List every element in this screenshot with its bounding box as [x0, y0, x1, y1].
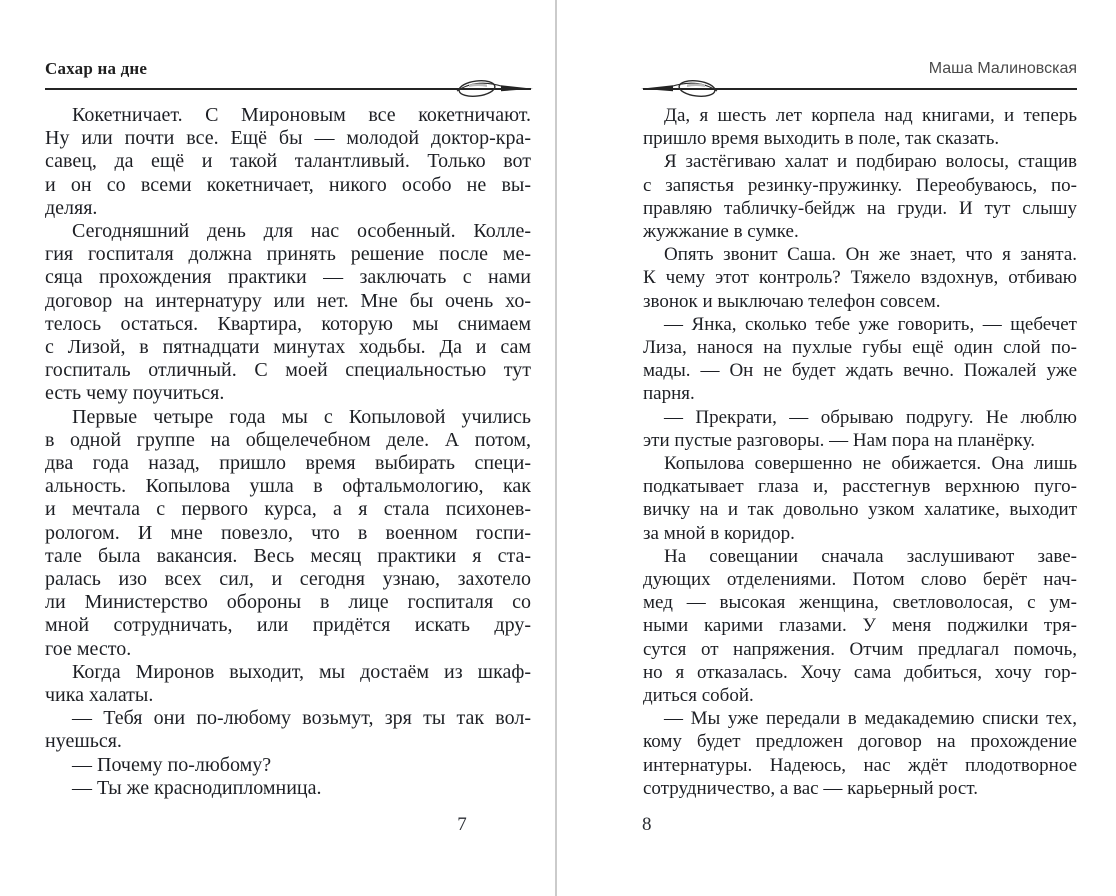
text-line: Первые четыре года мы с Копыловой учились — [72, 405, 531, 428]
text-line: договор на интернатуру или нет. Мне бы очень хо- — [45, 289, 531, 312]
text-line: — Мы уже передали в медакадемию списки тех, — [664, 708, 1077, 730]
text-line: альность. Копылова ушла в офтальмологию, как — [45, 475, 531, 498]
text-line: тале была вакансия. Весь месяц практики я ста- — [45, 544, 531, 567]
text-line: за мной в коридор. — [643, 522, 795, 544]
text-line: Когда Миронов выходит, мы достаём из шкаф- — [72, 660, 531, 683]
text-line: жужжание в сумке. — [643, 221, 799, 243]
paragraph — [45, 661, 531, 707]
text-line: телось остаться. Квартира, которую мы снимаем — [45, 312, 531, 335]
text-line: парня. — [643, 383, 695, 405]
book-title-header: Сахар на дне — [45, 59, 148, 78]
paragraph — [643, 150, 1077, 243]
text-line: На совещании сначала заслушивают заве- — [664, 545, 1077, 567]
page-number-left: 7 — [457, 814, 467, 835]
header-flourish-icon — [639, 76, 725, 107]
text-line: сутся от напряжения. Отчим предлагал помочь, — [643, 638, 1077, 660]
paragraph — [643, 406, 1077, 452]
text-line: ли Министерство обороны в лице госпиталя со — [45, 591, 531, 614]
text-line: звонок и выключаю телефон совсем. — [643, 290, 941, 312]
paragraph — [45, 754, 531, 777]
text-line: — Ты же краснодипломница. — [72, 776, 322, 799]
header-flourish-icon — [449, 76, 535, 107]
text-line: но я отказалась. Хочу сама добиться, хочу гор- — [643, 661, 1077, 683]
text-line: госпиталь отличный. С моей специальностью тут — [45, 359, 531, 382]
paragraph — [643, 452, 1077, 545]
page-text — [643, 104, 1077, 800]
paragraph — [45, 406, 531, 661]
text-line: Да, я шесть лет корпела над книгами, и теперь — [664, 105, 1077, 126]
text-line: пришло время выходить в поле, так сказать. — [643, 128, 1000, 150]
running-head-right — [643, 56, 1077, 82]
page-text — [45, 104, 531, 800]
text-line: ралась изо всех сил, и сегодня узнаю, захотело — [45, 568, 531, 591]
text-line: рологом. И мне повезло, что в военном госпи- — [45, 521, 531, 544]
text-line: Копылова совершенно не обижается. Она лишь — [664, 453, 1077, 475]
text-line: Опять звонит Саша. Он же знает, что я занята. — [664, 244, 1077, 266]
paragraph — [45, 104, 531, 220]
paragraph — [45, 707, 531, 753]
text-line: Ну или почти все. Ещё бы — молодой доктор-кра- — [45, 127, 531, 150]
text-line: савец, да ещё и такой талантливый. Только вот — [45, 150, 531, 173]
text-line: есть чему поучиться. — [45, 382, 225, 405]
paragraph — [643, 545, 1077, 707]
text-line: мады. — Он не будет ждать вечно. Пожалей уже — [643, 360, 1077, 382]
text-line: Сегодняшний день для нас особенный. Колле- — [72, 220, 531, 243]
author-name-header: Маша Малиновская — [928, 60, 1077, 77]
text-line: чика халаты. — [45, 684, 154, 707]
text-line: гия госпиталя должна принять решение после ме- — [45, 243, 531, 266]
text-line: нуешься. — [45, 730, 122, 753]
text-line: кому будет предложен договор на прохождение — [643, 731, 1077, 753]
text-line: мед — высокая женщина, светловолосая, с ум- — [643, 592, 1077, 614]
text-line: — Тебя они по-любому возьмут, зря ты так вол- — [72, 707, 531, 730]
text-line: и он со всеми кокетничает, никого особо не вы- — [45, 173, 531, 196]
text-line: К чему этот контроль? Тяжело вздохнув, отбиваю — [643, 267, 1077, 289]
text-line: вичку на и так довольно узком халатике, выходит — [643, 499, 1077, 521]
paragraph — [45, 777, 531, 800]
paragraph — [643, 104, 1077, 150]
text-line: Я застёгиваю халат и подбираю волосы, стащив — [664, 151, 1077, 173]
paragraph — [45, 220, 531, 406]
text-line: — Прекрати, — обрываю подругу. Не люблю — [664, 406, 1077, 428]
text-line: дующих отделениями. Потом слово берёт нач- — [643, 569, 1077, 591]
text-line: мной сотрудничать, или придётся искать дру- — [45, 614, 531, 637]
text-line: с Лизой, в пятнадцати минутах ходьбы. Да и сам — [45, 336, 531, 359]
text-line: ными карими глазами. У меня поджилки тря- — [643, 615, 1077, 637]
text-line: эти пустые разговоры. — Нам пора на планёрку. — [643, 429, 1035, 451]
running-head-left — [45, 56, 531, 82]
paragraph — [643, 313, 1077, 406]
text-line: диться собой. — [643, 685, 754, 707]
paragraph — [643, 243, 1077, 313]
text-line: в одной группе на общелечебном деле. А потом, — [45, 428, 531, 451]
page-number-right: 8 — [642, 814, 652, 835]
text-line: гое место. — [45, 637, 132, 660]
text-line: Кокетничает. С Мироновым все кокетничают. — [72, 104, 531, 126]
text-line: — Янка, сколько тебе уже говорить, — щебечет — [664, 313, 1077, 335]
text-line: сотрудничество, а вас — карьерный рост. — [643, 777, 978, 799]
text-line: деляя. — [45, 196, 98, 219]
text-line: — Почему по-любому? — [72, 753, 272, 776]
paragraph — [643, 707, 1077, 800]
text-line: и мечтала с первого курса, а я стала психонев- — [45, 498, 531, 521]
text-line: интернатуры. Надеюсь, нас ждёт плодотворное — [643, 754, 1077, 776]
text-line: с запястья резинку-пружинку. Переобуваюсь, по- — [643, 174, 1077, 196]
text-line: сяца прохождения практики — заключать с нами — [45, 266, 531, 289]
text-line: Лиза, нанося на пухлые губы ещё один слой по- — [643, 337, 1077, 359]
text-line: правляю табличку-бейдж на груди. И тут слышу — [643, 197, 1077, 219]
text-line: два года назад, пришло время выбирать специ- — [45, 452, 531, 475]
spine-divider — [555, 0, 557, 896]
text-line: подкатывает глаза и, расстегнув верхнюю пуго- — [643, 476, 1077, 498]
